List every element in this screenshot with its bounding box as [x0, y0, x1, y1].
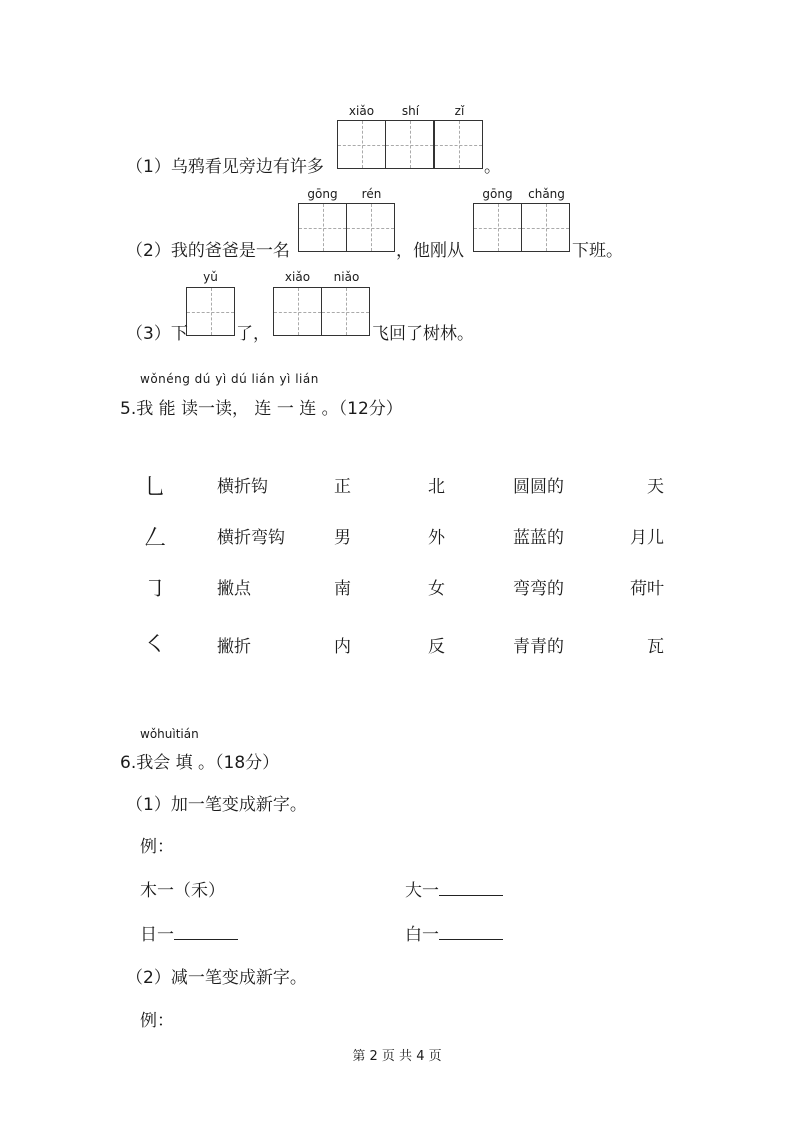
page-footer: 第 2 页 共 4 页	[352, 1049, 442, 1064]
match-char[interactable]: 北	[428, 477, 445, 497]
example-label-2: 例：	[140, 1011, 174, 1031]
pinyin: rén	[361, 187, 382, 201]
pinyin: gōng	[482, 187, 513, 201]
sentence-2-end: 下班。	[572, 241, 623, 261]
answer-blank[interactable]	[174, 923, 238, 940]
q6-part2: （2）减一笔变成新字。	[126, 968, 307, 988]
q5-title: 5.我 能 读一读， 连 一 连 。（12分）	[120, 399, 403, 419]
match-char[interactable]: 反	[428, 637, 445, 657]
writing-box[interactable]	[321, 287, 370, 336]
writing-box[interactable]	[298, 203, 347, 252]
match-adj[interactable]: 蓝蓝的	[513, 528, 564, 548]
fill-item: 白一	[405, 920, 503, 945]
pinyin: xiǎo	[348, 104, 375, 118]
pinyin: shí	[401, 104, 420, 118]
writing-box[interactable]	[337, 120, 386, 169]
stroke-name[interactable]: 撇点	[217, 579, 251, 599]
pinyin: chǎng	[528, 187, 565, 201]
q5-pinyin: wǒnéng dú yì dú lián yì lián	[140, 372, 319, 386]
sentence-2-mid: ，他刚从	[396, 241, 464, 261]
answer-blank[interactable]	[439, 923, 503, 940]
stroke-glyph: ㇛	[144, 633, 167, 658]
fill-item: 日一	[140, 920, 238, 945]
match-char[interactable]: 男	[334, 528, 351, 548]
writing-box[interactable]	[473, 203, 522, 252]
example-label: 例：	[140, 837, 174, 857]
sentence-3: （3）下	[126, 324, 188, 344]
pinyin: yǔ	[203, 270, 218, 284]
writing-box[interactable]	[273, 287, 322, 336]
writing-box[interactable]	[434, 120, 483, 169]
sentence-2: （2）我的爸爸是一名	[126, 241, 290, 261]
match-char[interactable]: 内	[334, 637, 351, 657]
stroke-glyph: 乚	[144, 475, 167, 500]
match-char[interactable]: 南	[334, 579, 351, 599]
match-adj[interactable]: 青青的	[513, 637, 564, 657]
writing-box[interactable]	[186, 287, 235, 336]
stroke-name[interactable]: 横折弯钩	[217, 528, 285, 548]
match-char[interactable]: 正	[334, 477, 351, 497]
q6-pinyin: wǒhuìtián	[140, 727, 199, 741]
writing-box[interactable]	[346, 203, 395, 252]
stroke-glyph: ㇆	[144, 577, 167, 602]
pinyin: niǎo	[333, 270, 360, 284]
match-noun[interactable]: 天	[647, 477, 664, 497]
match-noun[interactable]: 月儿	[630, 528, 664, 548]
match-noun[interactable]: 荷叶	[630, 579, 664, 599]
stroke-glyph: 𠃋	[144, 526, 167, 551]
stroke-name[interactable]: 横折钩	[217, 477, 268, 497]
sentence-1: （1）乌鸦看见旁边有许多	[126, 157, 324, 177]
match-adj[interactable]: 弯弯的	[513, 579, 564, 599]
pinyin: xiǎo	[284, 270, 311, 284]
writing-box[interactable]	[521, 203, 570, 252]
answer-blank[interactable]	[439, 879, 503, 896]
match-adj[interactable]: 圆圆的	[513, 477, 564, 497]
sentence-3-mid: 了，	[236, 324, 270, 344]
match-char[interactable]: 女	[428, 579, 445, 599]
stroke-name[interactable]: 撇折	[217, 637, 251, 657]
match-char[interactable]: 外	[428, 528, 445, 548]
example-item: 木一（禾）	[140, 881, 225, 901]
writing-box[interactable]	[385, 120, 434, 169]
fill-item: 大一	[405, 876, 503, 901]
q6-part1: （1）加一笔变成新字。	[126, 795, 307, 815]
q6-title: 6.我会 填 。（18分）	[120, 753, 280, 773]
match-noun[interactable]: 瓦	[647, 637, 664, 657]
pinyin: gōng	[307, 187, 338, 201]
sentence-3-end: 飞回了树林。	[372, 324, 474, 344]
pinyin: zǐ	[454, 104, 465, 118]
sentence-1-end: 。	[484, 157, 501, 177]
